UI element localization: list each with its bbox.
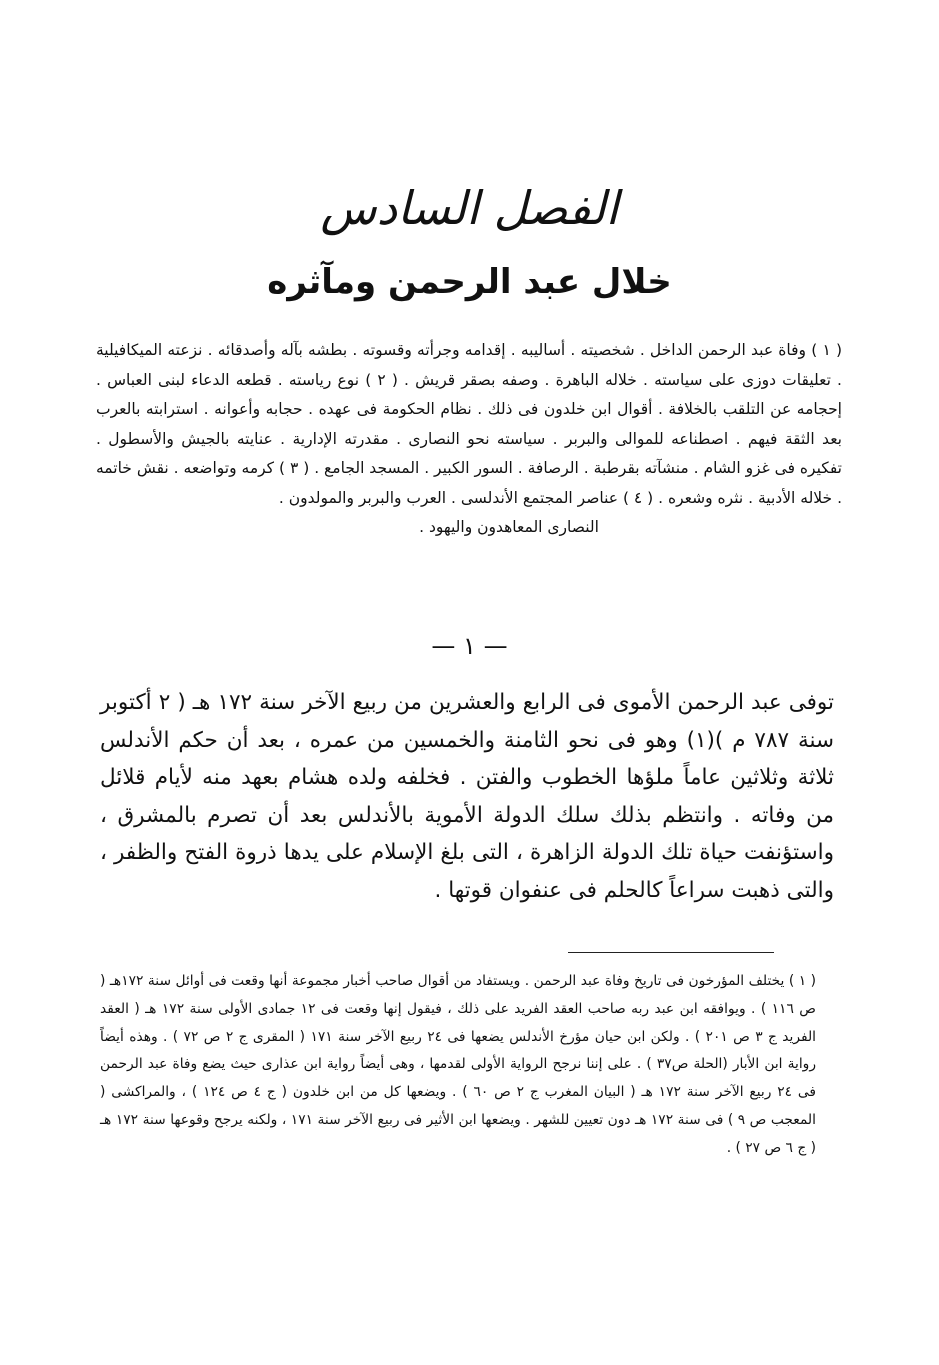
chapter-summary [96, 336, 842, 543]
section-number: — ١ — [431, 632, 508, 660]
footnote-text: ( ١ ) يختلف المؤرخون فى تاريخ وفاة عبد الرحمن . ويستفاد من أقوال صاحب أخبار مجموعة أنها وقعت فى أوائل سنة ١٧٢هـ ( ص ١١٦ ) . ويوافقه ابن عبد ربه صاحب العقد الفريد على ذلك ، فيقول إنها وقعت فى ١٢ جمادى الأولى سنة ١٧٢ هـ ( العقد الفريد ج ٣ ص ٢٠١ ) . ولكن ابن حيان مؤرخ الأندلس يضعها فى ٢٤ ربيع الآخر سنة ١٧١ ( المقرى ج ٢ ص ٧٢ ) . وهذه أيضاً رواية ابن الأبار (الحلة ص٣٧ ) . على إننا نرجح الرواية الأولى لقدمها ، وهى أيضاً رواية ابن عذارى حيث يضع وفاة عبد الرحمن فى ٢٤ ربيع الآخر سنة ١٧٢ هـ ( البيان المغرب ج ٢ ص ٦٠ ) . ويضعها كل من ابن خلدون ( ج ٤ ص ١٢٤ ) ، والمراكشى ( المعجب ص ٩ ) فى سنة ١٧٢ هـ دون تعيين للشهر . ويضعها ابن الأثير فى ربيع الآخر سنة ١٧١ ، ولكنه يرجح وقوعها سنة ١٧٢ هـ ( ج ٦ ص ٢٧ ) . [100, 973, 817, 1156]
summary-last-line: النصارى المعاهدون واليهود . [419, 518, 599, 536]
body-paragraph: توفى عبد الرحمن الأموى فى الرابع والعشرين من ربيع الآخر سنة ١٧٢ هـ ( ٢ أكتوبر سنة ٧٨٧ م )(١) وهو فى نحو الثامنة والخمسين من عمره ، بعد أن حكم الأندلس ثلاثة وثلاثين عاماً ملؤها الخطوب والفتن . فخلفه ولده هشام بعهد منه لأيام قلائل من وفاته . وانتظم بذلك سلك الدولة الأموية بالأندلس بعد أن تصرم بالمشرق ، واستؤنفت حياة تلك الدولة الزاهرة ، التى بلغ الإسلام على يدها ذروة الفتح والظفر ، والتى ذهبت سراعاً كالحلم فى عنفوان قوتها . [100, 690, 834, 903]
chapter-title: خلال عبد الرحمن ومآثره [267, 262, 672, 302]
chapter-heading: الفصل السادس [320, 181, 619, 235]
footnote-divider [568, 952, 774, 953]
summary-text: ( ١ ) وفاة عبد الرحمن الداخل . شخصيته . أساليبه . إقدامه وجرأته وقسوته . بطشه بآله وأصدقائه . نزعته الميكافيلية . تعليقات دوزى على سياسته . خلاله الباهرة . وصفه بصقر قريش . ( ٢ ) نوع رياسته . قطعه الدعاء لبنى العباس . إحجامه عن التلقب بالخلافة . أقوال ابن خلدون فى ذلك . نظام الحكومة فى عهده . حجابه وأعوانه . استرابته بالعرب بعد الثقة فيهم . اصطناعه للموالى والبربر . سياسته نحو النصارى . مقدرته الإدارية . عنايته بالجيش والأسطول . تفكيره فى غزو الشام . منشآته بقرطبة . الرصافة . السور الكبير . المسجد الجامع . ( ٣ ) كرمه وتواضعه . نقش خاتمه . خلاله الأدبية . نثره وشعره . ( ٤ ) عناصر المجتمع الأندلسى . العرب والبربر والمولدون . [96, 341, 842, 507]
